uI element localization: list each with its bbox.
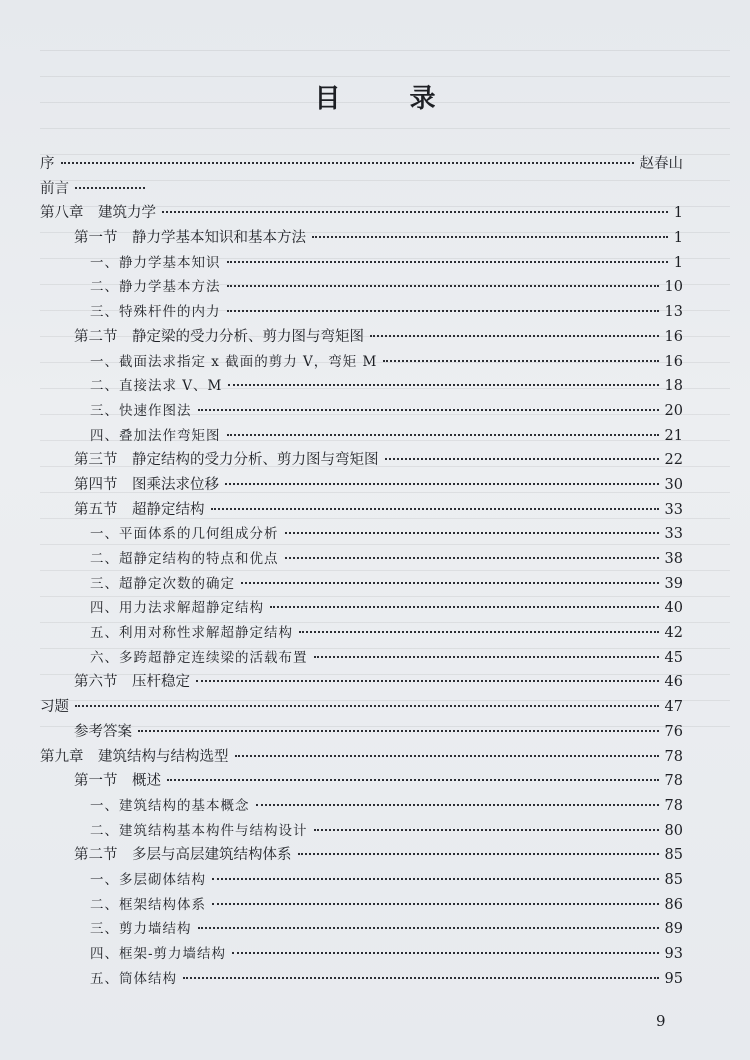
toc-entry bbox=[40, 670, 683, 695]
toc-entry bbox=[40, 547, 683, 572]
toc-entry-label: 四、框架-剪力墙结构 bbox=[90, 946, 227, 962]
dot-leader bbox=[227, 434, 659, 436]
toc-entry-label: 二、直接法求 V、M bbox=[90, 378, 223, 395]
toc-entry-label: 四、叠加法作弯矩图 bbox=[90, 427, 221, 444]
dot-leader bbox=[198, 409, 659, 411]
toc-entry bbox=[40, 843, 683, 868]
toc-entry bbox=[40, 769, 683, 794]
dot-leader bbox=[314, 829, 659, 831]
dot-leader bbox=[385, 458, 659, 460]
toc-entry bbox=[40, 819, 683, 844]
toc-entry-label: 第六节 压杆稳定 bbox=[74, 674, 190, 691]
toc-entry-page: 16 bbox=[664, 328, 683, 345]
toc-entry-page: 30 bbox=[664, 476, 683, 493]
toc-entry-page: 38 bbox=[664, 551, 683, 567]
toc-entry-page: 1 bbox=[673, 254, 683, 271]
toc-entry-page: 21 bbox=[664, 427, 683, 444]
toc-entry-page: 1 bbox=[673, 205, 683, 222]
toc-entry bbox=[40, 251, 683, 276]
toc-entry-page: 93 bbox=[664, 946, 683, 962]
toc-entry-label: 第一节 静力学基本知识和基本方法 bbox=[74, 230, 306, 247]
toc-entry bbox=[40, 942, 683, 967]
dot-leader bbox=[232, 952, 658, 954]
dot-leader bbox=[256, 804, 659, 806]
dot-leader bbox=[198, 927, 659, 929]
toc-entry-page: 赵春山 bbox=[639, 156, 683, 172]
dot-leader bbox=[235, 755, 659, 757]
toc-entry-label: 五、筒体结构 bbox=[90, 970, 177, 987]
toc-entry-page: 20 bbox=[664, 402, 683, 419]
toc-entry-page: 95 bbox=[664, 970, 683, 987]
toc-entry-page: 22 bbox=[664, 452, 683, 469]
toc-entry bbox=[40, 967, 683, 992]
toc-entry-page: 13 bbox=[664, 304, 683, 321]
toc-entry-label: 第二节 多层与高层建筑结构体系 bbox=[74, 847, 292, 864]
toc-entry-page: 42 bbox=[664, 625, 683, 642]
toc-entry-page: 78 bbox=[664, 797, 683, 814]
dot-leader bbox=[212, 878, 659, 880]
toc-entry bbox=[40, 300, 683, 325]
dot-leader bbox=[228, 384, 658, 386]
toc-entry-label: 一、截面法求指定 x 截面的剪力 V，弯矩 M bbox=[90, 353, 378, 370]
toc-entry bbox=[40, 646, 683, 671]
toc-entry-label: 二、超静定结构的特点和优点 bbox=[90, 551, 279, 567]
page-number: 9 bbox=[656, 1012, 666, 1030]
toc-entry-label: 四、用力法求解超静定结构 bbox=[90, 600, 264, 617]
toc-entry-label: 三、剪力墙结构 bbox=[90, 921, 192, 938]
dot-leader bbox=[314, 656, 659, 658]
toc-entry bbox=[40, 399, 683, 424]
toc-entry-page: 46 bbox=[664, 674, 683, 691]
toc-entry-label: 习题 bbox=[40, 699, 69, 716]
toc-entry-page: 40 bbox=[664, 600, 683, 617]
toc-entry-page: 78 bbox=[664, 773, 683, 790]
toc-entry-label: 参考答案 bbox=[74, 723, 132, 740]
dot-leader bbox=[183, 977, 659, 979]
toc-entry bbox=[40, 917, 683, 942]
dot-leader bbox=[285, 532, 659, 534]
toc-entry-label: 三、特殊杆件的内力 bbox=[90, 304, 221, 321]
toc-entry-label: 三、快速作图法 bbox=[90, 402, 192, 419]
toc-entry-label: 一、建筑结构的基本概念 bbox=[90, 797, 250, 814]
page-title: 目 录 bbox=[314, 84, 466, 114]
toc-entry-label: 一、多层砌体结构 bbox=[90, 871, 206, 888]
dot-leader bbox=[225, 483, 659, 485]
toc-entry bbox=[40, 177, 683, 202]
toc-entry-page: 33 bbox=[664, 501, 683, 518]
toc-entry bbox=[40, 374, 683, 399]
toc-entry bbox=[40, 201, 683, 226]
dot-leader bbox=[61, 162, 634, 164]
toc-entry bbox=[40, 868, 683, 893]
toc-entry-label: 第三节 静定结构的受力分析、剪力图与弯矩图 bbox=[74, 452, 379, 469]
toc-entry-page: 45 bbox=[664, 649, 683, 666]
table-of-contents bbox=[40, 152, 683, 991]
dot-leader bbox=[383, 360, 658, 362]
dot-leader bbox=[299, 631, 659, 633]
toc-entry-label: 第八章 建筑力学 bbox=[40, 205, 156, 222]
toc-entry-label: 六、多跨超静定连续梁的活载布置 bbox=[90, 649, 308, 666]
dot-leader bbox=[227, 310, 659, 312]
toc-entry-page: 33 bbox=[664, 526, 683, 543]
toc-entry bbox=[40, 621, 683, 646]
dot-leader bbox=[312, 236, 668, 238]
toc-entry-label: 一、静力学基本知识 bbox=[90, 254, 221, 271]
dot-leader bbox=[212, 903, 659, 905]
dot-leader bbox=[211, 508, 659, 510]
dot-leader bbox=[167, 779, 659, 781]
toc-entry-label: 一、平面体系的几何组成分析 bbox=[90, 526, 279, 543]
toc-entry-label: 五、利用对称性求解超静定结构 bbox=[90, 625, 293, 642]
toc-entry-page: 16 bbox=[664, 353, 683, 370]
toc-entry bbox=[40, 424, 683, 449]
toc-entry bbox=[40, 473, 683, 498]
toc-entry bbox=[40, 226, 683, 251]
toc-entry-label: 二、静力学基本方法 bbox=[90, 279, 221, 296]
toc-entry-page: 85 bbox=[664, 847, 683, 864]
toc-entry-label: 第二节 静定梁的受力分析、剪力图与弯矩图 bbox=[74, 328, 364, 345]
toc-entry bbox=[40, 152, 683, 177]
toc-entry bbox=[40, 350, 683, 375]
toc-entry-page: 1 bbox=[673, 230, 683, 247]
toc-entry-label: 第五节 超静定结构 bbox=[74, 501, 205, 518]
toc-entry bbox=[40, 325, 683, 350]
toc-entry-page: 80 bbox=[664, 822, 683, 839]
toc-entry-page: 89 bbox=[664, 921, 683, 938]
toc-entry bbox=[40, 893, 683, 918]
dot-leader bbox=[162, 211, 668, 213]
dot-leader bbox=[298, 853, 659, 855]
toc-entry-label: 二、建筑结构基本构件与结构设计 bbox=[90, 822, 308, 839]
toc-entry-page: 85 bbox=[664, 871, 683, 888]
toc-entry bbox=[40, 448, 683, 473]
toc-entry-page: 10 bbox=[664, 279, 683, 296]
dot-leader bbox=[227, 285, 659, 287]
toc-entry-page: 86 bbox=[664, 896, 683, 913]
toc-entry-page: 39 bbox=[664, 575, 683, 592]
dot-leader bbox=[270, 606, 659, 608]
toc-entry-page: 18 bbox=[664, 378, 683, 395]
toc-entry-label: 第四节 图乘法求位移 bbox=[74, 476, 219, 493]
toc-entry bbox=[40, 695, 683, 720]
toc-entry-label: 二、框架结构体系 bbox=[90, 896, 206, 913]
toc-entry-page: 47 bbox=[664, 699, 683, 716]
dot-leader bbox=[227, 261, 668, 263]
toc-entry-page: 76 bbox=[664, 723, 683, 740]
dot-leader bbox=[75, 187, 145, 189]
toc-entry bbox=[40, 745, 683, 770]
dot-leader bbox=[370, 335, 659, 337]
toc-entry-label: 第一节 概述 bbox=[74, 773, 161, 790]
toc-entry bbox=[40, 572, 683, 597]
dot-leader bbox=[196, 680, 659, 682]
dot-leader bbox=[285, 557, 659, 559]
toc-entry bbox=[40, 794, 683, 819]
dot-leader bbox=[241, 582, 659, 584]
toc-entry bbox=[40, 596, 683, 621]
toc-entry-page: 78 bbox=[664, 748, 683, 765]
toc-entry-label: 三、超静定次数的确定 bbox=[90, 575, 235, 592]
toc-entry bbox=[40, 275, 683, 300]
toc-entry bbox=[40, 522, 683, 547]
toc-entry bbox=[40, 498, 683, 523]
toc-entry-label: 前言 bbox=[40, 180, 69, 197]
toc-entry bbox=[40, 720, 683, 745]
dot-leader bbox=[75, 705, 659, 707]
dot-leader bbox=[138, 730, 659, 732]
toc-entry-label: 序 bbox=[40, 156, 55, 172]
toc-entry-label: 第九章 建筑结构与结构选型 bbox=[40, 748, 229, 765]
